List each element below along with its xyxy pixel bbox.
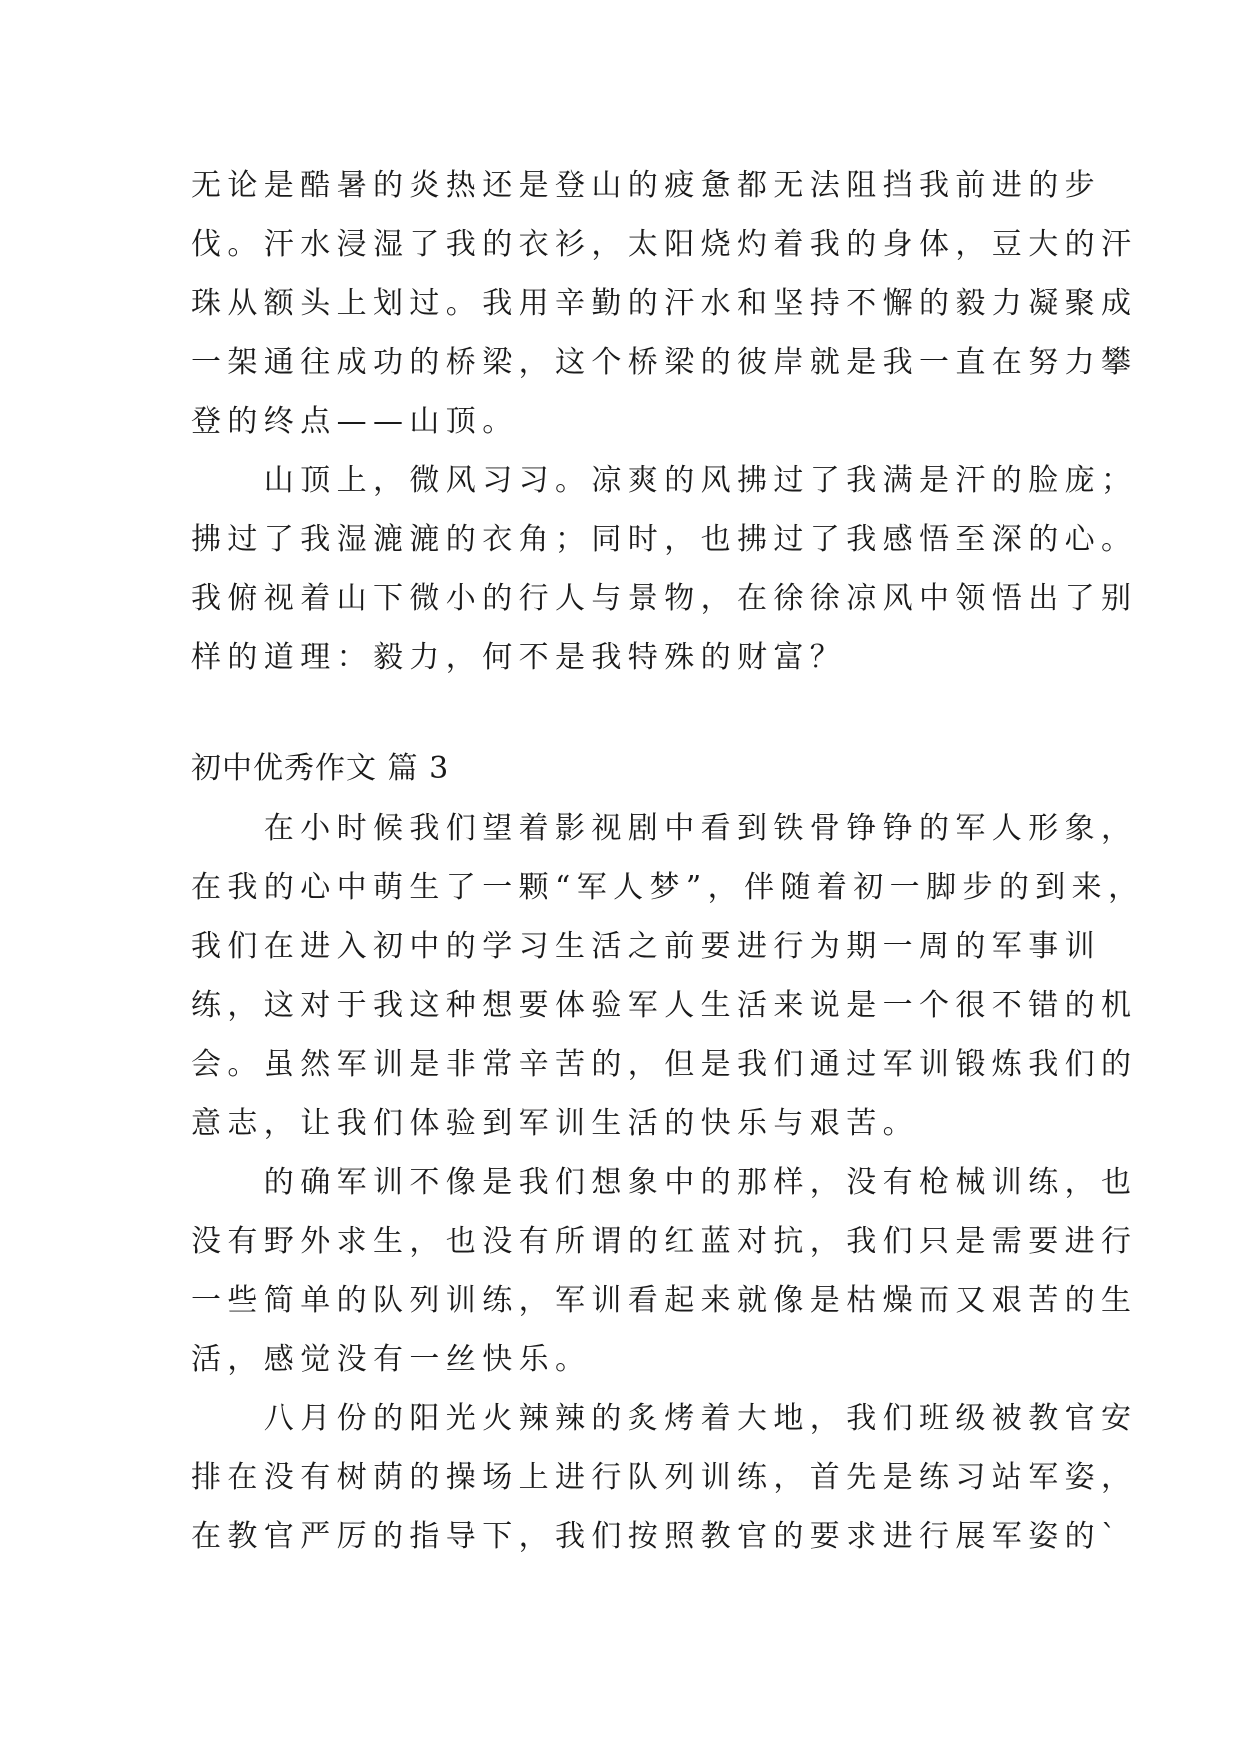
text-line: 八月份的阳光火辣辣的炙烤着大地，我们班级被教官安	[191, 1401, 1138, 1436]
text-line: 活，感觉没有一丝快乐。	[191, 1342, 592, 1377]
text-line: 排在没有树荫的操场上进行队列训练，首先是练习站军姿，	[191, 1460, 1138, 1495]
text-line: 样的道理：毅力，何不是我特殊的财富？	[191, 640, 847, 675]
text-line: 一些简单的队列训练，军训看起来就像是枯燥而又艰苦的生	[191, 1283, 1138, 1318]
text-line: 在教官严厉的指导下，我们按照教官的要求进行展军姿的`	[191, 1519, 1123, 1554]
text-line: 没有野外求生，也没有所谓的红蓝对抗，我们只是需要进行	[191, 1224, 1138, 1259]
text-line: 拂过了我湿漉漉的衣角；同时，也拂过了我感悟至深的心。	[191, 522, 1138, 557]
text-line: 我们在进入初中的学习生活之前要进行为期一周的军事训	[191, 929, 1101, 964]
text-line: 伐。汗水浸湿了我的衣衫，太阳烧灼着我的身体，豆大的汗	[191, 227, 1138, 262]
text-line: 在小时候我们望着影视剧中看到铁骨铮铮的军人形象，	[191, 811, 1138, 846]
text-line: 在我的心中萌生了一颗“军人梦”，伴随着初一脚步的到来，	[191, 870, 1145, 905]
text-line: 登的终点——山顶。	[191, 404, 519, 439]
section-heading: 初中优秀作文 篇 3	[191, 751, 450, 786]
text-line: 一架通往成功的桥梁，这个桥梁的彼岸就是我一直在努力攀	[191, 345, 1138, 380]
text-line: 会。虽然军训是非常辛苦的，但是我们通过军训锻炼我们的	[191, 1047, 1138, 1082]
text-line: 山顶上，微风习习。凉爽的风拂过了我满是汗的脸庞；	[191, 463, 1138, 498]
text-line: 练，这对于我这种想要体验军人生活来说是一个很不错的机	[191, 988, 1138, 1023]
text-line: 我俯视着山下微小的行人与景物，在徐徐凉风中领悟出了别	[191, 581, 1138, 616]
text-line: 无论是酷暑的炎热还是登山的疲惫都无法阻挡我前进的步	[191, 168, 1101, 203]
text-line: 的确军训不像是我们想象中的那样，没有枪械训练，也	[191, 1165, 1138, 1200]
text-line: 意志，让我们体验到军训生活的快乐与艰苦。	[191, 1106, 919, 1141]
text-line: 珠从额头上划过。我用辛勤的汗水和坚持不懈的毅力凝聚成	[191, 286, 1138, 321]
